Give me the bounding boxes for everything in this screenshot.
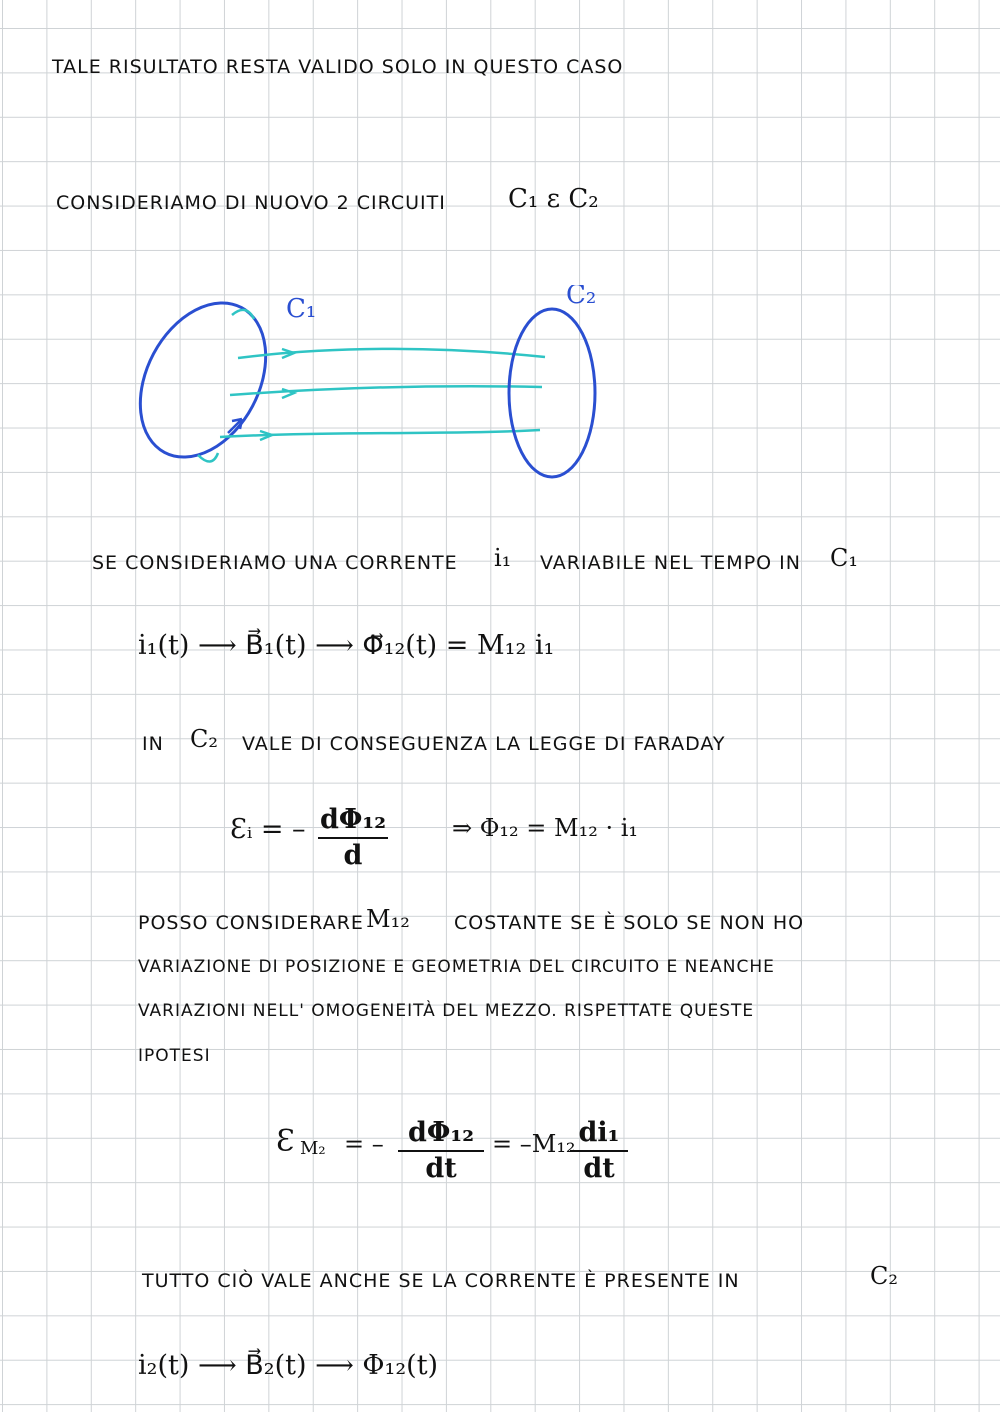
current-derivative-fraction [570, 1118, 628, 1183]
text-line-8: IPOTESI [138, 1046, 211, 1066]
circuit-c2-ref-2: C₂ [870, 1262, 898, 1290]
emf-m2-symbol: Ɛ [276, 1124, 295, 1159]
text-line-3: SE CONSIDERIAMO UNA CORRENTE [92, 552, 458, 574]
label-c1: C₁ [286, 294, 317, 324]
mutual-m12: M₁₂ [366, 905, 410, 933]
text-line-4b: VALE DI CONSEGUENZA LA LEGGE DI FARADAY [242, 733, 726, 755]
text-line-5b: COSTANTE SE È SOLO SE NON HO [454, 912, 805, 934]
emf-numerator: dΦ₁₂ [319, 804, 387, 835]
flux-derivative-fraction [398, 1118, 484, 1183]
emf-denominator: d [343, 839, 363, 871]
text-line-1: TALE RISULTATO RESTA VALIDO SOLO IN QUESTO CASO [52, 56, 624, 78]
circuit-c2-ref: C₂ [190, 725, 218, 753]
text-line-5a: POSSO CONSIDERARE [138, 912, 364, 934]
circuits-diagram [120, 285, 620, 490]
text-line-4a: IN [142, 733, 164, 755]
text-line-9: TUTTO CIÒ VALE ANCHE SE LA CORRENTE È PRESENTE IN [142, 1270, 740, 1292]
circuit-c2-loop [509, 309, 595, 477]
field-line-2 [230, 386, 542, 395]
c1-arrow-top [232, 310, 254, 319]
text-line-2: CONSIDERIAMO DI NUOVO 2 CIRCUITI [56, 192, 446, 214]
flux-derivative-numerator: dΦ₁₂ [407, 1117, 475, 1148]
flux-relation: ⇒ Φ₁₂ = M₁₂ · i₁ [452, 814, 639, 842]
emf-lhs: Ɛᵢ = – [230, 814, 306, 845]
current-derivative-denominator: dt [583, 1152, 615, 1184]
mutual-term: = –M₁₂ [492, 1130, 576, 1158]
current-i1: i₁ [494, 544, 512, 572]
text-line-7: VARIAZIONI NELL' OMOGENEITÀ DEL MEZZO. RISPETTATE QUESTE [138, 1001, 755, 1021]
emf-fraction [318, 805, 388, 870]
current-derivative-numerator: di₁ [578, 1117, 620, 1148]
flux-derivative-denominator: dt [425, 1152, 457, 1184]
emf-m2-equals: = – [344, 1130, 384, 1158]
equation-flux-12: i₁(t) ⟶ B⃗₁(t) ⟶ Φ⃗₁₂(t) = M₁₂ i₁ [138, 630, 555, 661]
label-c2: C₂ [566, 285, 597, 310]
circuit-c1-loop [120, 285, 291, 479]
emf-m2-subscript: M₂ [300, 1138, 326, 1159]
text-line-3b: VARIABILE NEL TEMPO IN [540, 552, 801, 574]
equation-flux-from-i2: i₂(t) ⟶ B⃗₂(t) ⟶ Φ₁₂(t) [138, 1350, 439, 1381]
text-line-6: VARIAZIONE DI POSIZIONE E GEOMETRIA DEL CIRCUITO E NEANCHE [138, 957, 775, 977]
circuit-c1-ref: C₁ [830, 544, 858, 572]
circuits-label: C₁ ε C₂ [508, 184, 599, 214]
